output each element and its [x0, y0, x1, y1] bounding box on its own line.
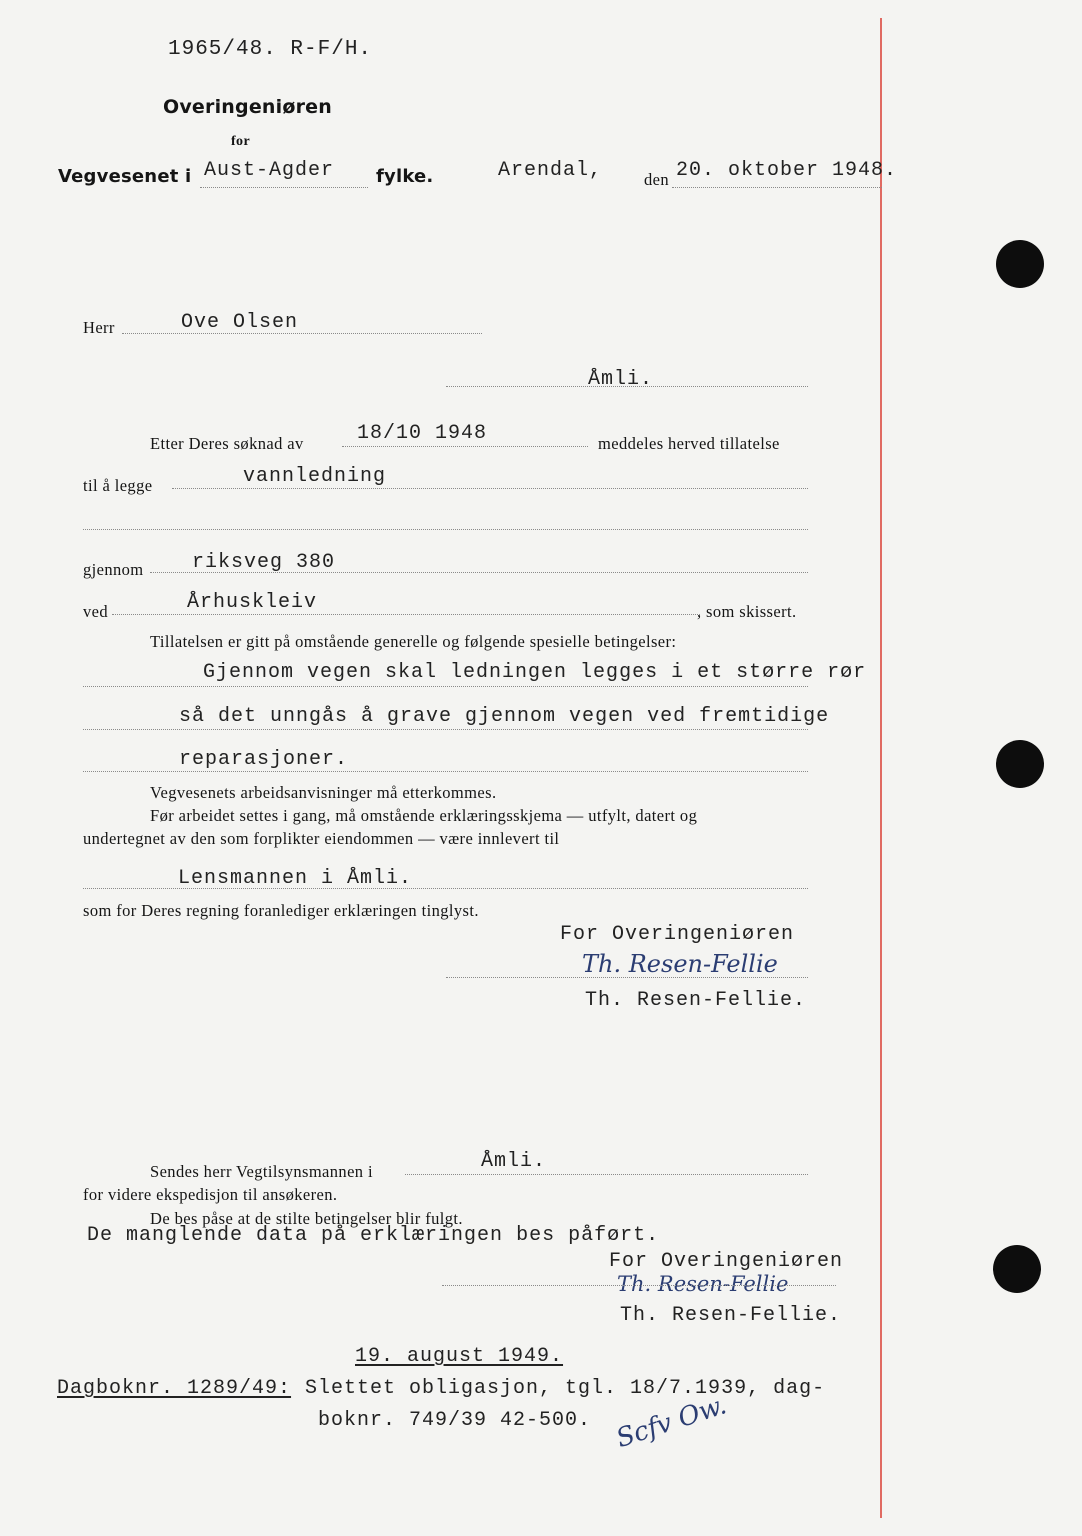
road-value: riksveg 380: [192, 551, 336, 574]
forwarding-line-3: De bes påse at de stilte betingelser blir fulgt.: [150, 1209, 463, 1228]
handwritten-initials: Scfv Ow.: [612, 1390, 731, 1454]
office-dotted-line: [83, 888, 808, 889]
condition-dotted-line: [83, 686, 808, 687]
letterhead-title: Overingeniøren: [163, 96, 332, 118]
letterhead-for: for: [231, 134, 251, 149]
punch-hole: [993, 1245, 1041, 1293]
address-dotted-line: [446, 386, 808, 387]
conditions-intro: Tillatelsen er gitt på omstående generelle og følgende spesielle betingelser:: [150, 632, 677, 651]
forwarding-typed-note: De manglende data på erklæringen bes påført.: [87, 1224, 660, 1247]
annotation-text-line-2: boknr. 749/39 42-500.: [318, 1409, 592, 1432]
signature2-handwriting: Th. Resen-Fellie: [617, 1272, 789, 1296]
road-dotted-line: [150, 572, 808, 573]
recipient-dotted-line: [122, 333, 482, 334]
county-dotted-line: [200, 187, 368, 188]
application-date: 18/10 1948: [357, 422, 488, 445]
annotation-date: 19. august 1949.: [355, 1345, 564, 1368]
condition-dotted-line: [83, 771, 808, 772]
punch-hole: [996, 740, 1044, 788]
blank-dotted-line: [83, 529, 808, 530]
signature2-for-label: For Overingeniøren: [609, 1250, 844, 1273]
instructions-line-1: Vegvesenets arbeidsanvisninger må etterkommes.: [150, 783, 497, 802]
skissert-label: , som skissert.: [697, 602, 797, 621]
fylke-label: fylke.: [376, 166, 434, 187]
sendes-dotted-line: [405, 1174, 808, 1175]
signature1-for-label: For Overingeniøren: [560, 923, 795, 946]
county-value: Aust-Agder: [204, 159, 335, 182]
date-dotted-line: [672, 187, 882, 188]
herr-label: Herr: [83, 318, 115, 337]
punch-hole: [996, 240, 1044, 288]
instructions-line-2: Før arbeidet settes i gang, må omstående erklæringsskjema — utfylt, datert og: [150, 806, 698, 825]
instructions-line-3: undertegnet av den som forplikter eiendommen — være innlevert til: [83, 829, 560, 848]
date-prefix: den: [644, 170, 670, 189]
condition-dotted-line: [83, 729, 808, 730]
location-value: Århuskleiv: [187, 591, 318, 614]
annotation-text-line-1: Slettet obligasjon, tgl. 18/7.1939, dag-: [305, 1377, 826, 1400]
recipient-office: Lensmannen i Åmli.: [178, 867, 413, 890]
purpose-value: vannledning: [243, 465, 387, 488]
letter-date: 20. oktober 1948.: [676, 159, 898, 182]
place-value: Arendal,: [498, 159, 603, 182]
signature1-dotted-line: [446, 977, 808, 978]
gjennom-label: gjennom: [83, 560, 144, 579]
location-dotted-line: [112, 614, 700, 615]
recipient-name: Ove Olsen: [181, 311, 299, 334]
purpose-dotted-line: [172, 488, 808, 489]
dagbok-reference: Dagboknr. 1289/49:: [57, 1377, 292, 1400]
condition-line-1: Gjennom vegen skal ledningen legges i et større rør: [203, 661, 867, 684]
condition-line-3: reparasjoner.: [179, 748, 349, 771]
signature2-typed-name: Th. Resen-Fellie.: [620, 1304, 842, 1327]
reference-number: 1965/48. R-F/H.: [168, 38, 373, 61]
sendes-label: Sendes herr Vegtilsynsmannen i: [150, 1162, 373, 1181]
meddeles-label: meddeles herved tillatelse: [598, 434, 780, 453]
red-margin-line: [880, 18, 882, 1518]
application-date-dotted-line: [342, 446, 588, 447]
signature1-typed-name: Th. Resen-Fellie.: [585, 989, 807, 1012]
forwarding-line-2: for videre ekspedisjon til ansøkeren.: [83, 1185, 338, 1204]
instructions-line-4: som for Deres regning foranlediger erklæringen tinglyst.: [83, 901, 479, 920]
recipient-address: Åmli.: [588, 368, 654, 391]
etter-label: Etter Deres søknad av: [150, 434, 304, 453]
ved-label: ved: [83, 602, 109, 621]
signature2-dotted-line: [442, 1285, 836, 1286]
condition-line-2: så det unngås å grave gjennom vegen ved fremtidige: [179, 705, 830, 728]
sendes-value: Åmli.: [481, 1150, 547, 1173]
vegvesenet-label: Vegvesenet i: [58, 166, 192, 187]
signature1-handwriting: Th. Resen-Fellie: [582, 950, 778, 978]
til-label: til å legge: [83, 476, 153, 495]
